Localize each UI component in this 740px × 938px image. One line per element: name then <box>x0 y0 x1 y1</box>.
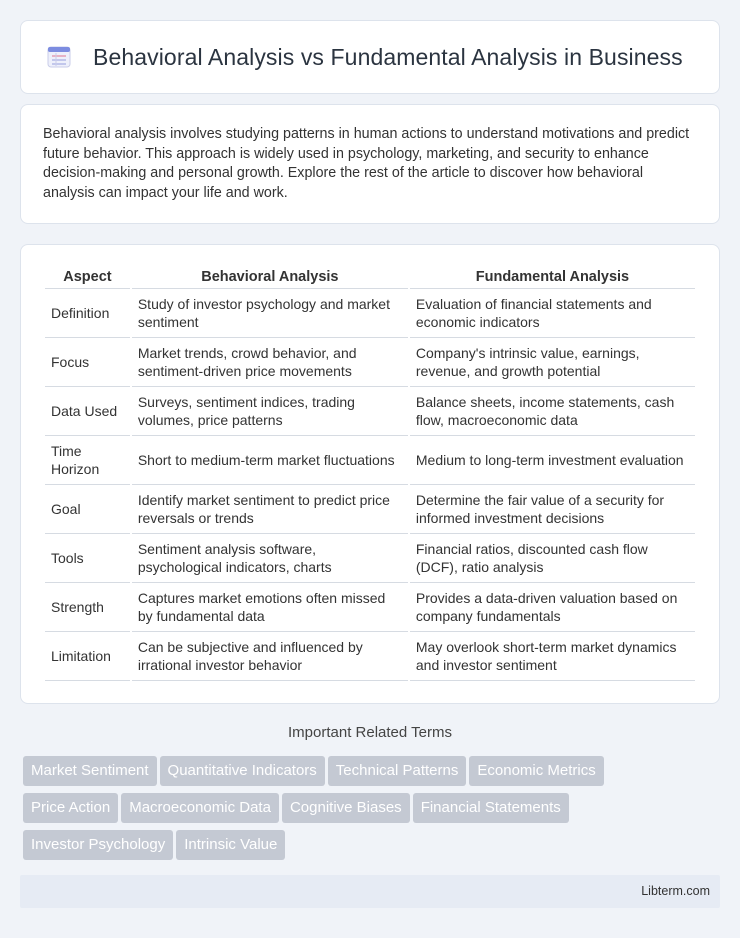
row-behavioral: Captures market emotions often missed by fundamental data <box>132 583 408 632</box>
row-behavioral: Can be subjective and influenced by irrational investor behavior <box>132 632 408 681</box>
row-fundamental: Medium to long-term investment evaluation <box>410 436 695 485</box>
row-fundamental: Evaluation of financial statements and economic indicators <box>410 289 695 338</box>
page-title: Behavioral Analysis vs Fundamental Analysis in Business <box>93 43 683 70</box>
row-behavioral: Short to medium-term market fluctuations <box>132 436 408 485</box>
related-terms-list <box>23 756 723 867</box>
related-term-tag[interactable]: Cognitive Biases <box>282 793 410 823</box>
row-aspect: Focus <box>45 338 130 387</box>
row-aspect: Goal <box>45 485 130 534</box>
related-term-tag[interactable]: Technical Patterns <box>328 756 467 786</box>
related-term-tag[interactable]: Intrinsic Value <box>176 830 285 860</box>
row-aspect: Data Used <box>45 387 130 436</box>
comparison-table <box>43 263 697 681</box>
column-header-fundamental: Fundamental Analysis <box>410 263 695 289</box>
related-term-tag[interactable]: Macroeconomic Data <box>121 793 279 823</box>
row-aspect: Time Horizon <box>45 436 130 485</box>
header-card <box>20 20 720 94</box>
row-aspect: Tools <box>45 534 130 583</box>
table-row <box>45 387 695 436</box>
related-term-tag[interactable]: Price Action <box>23 793 118 823</box>
table-row <box>45 632 695 681</box>
column-header-aspect: Aspect <box>45 263 130 289</box>
intro-text: Behavioral analysis involves studying patterns in human actions to understand motivations and predict future behavior. This approach is widely used in psychology, marketing, and security to enhance decision-making and personal growth. Explore the rest of the article to discover how behavioral analysis can impact your life and work. <box>43 126 690 201</box>
related-term-tag[interactable]: Financial Statements <box>413 793 569 823</box>
related-terms-title: Important Related Terms <box>288 724 452 741</box>
row-behavioral: Sentiment analysis software, psychological indicators, charts <box>132 534 408 583</box>
row-aspect: Definition <box>45 289 130 338</box>
row-aspect: Limitation <box>45 632 130 681</box>
row-behavioral: Surveys, sentiment indices, trading volumes, price patterns <box>132 387 408 436</box>
row-fundamental: Determine the fair value of a security for informed investment decisions <box>410 485 695 534</box>
column-header-behavioral: Behavioral Analysis <box>132 263 408 289</box>
related-term-tag[interactable]: Investor Psychology <box>23 830 173 860</box>
row-fundamental: Financial ratios, discounted cash flow (DCF), ratio analysis <box>410 534 695 583</box>
row-fundamental: Company's intrinsic value, earnings, revenue, and growth potential <box>410 338 695 387</box>
table-row <box>45 583 695 632</box>
related-term-tag[interactable]: Economic Metrics <box>469 756 603 786</box>
footer-site-link[interactable]: Libterm.com <box>641 884 710 898</box>
footer <box>20 875 720 908</box>
row-behavioral: Market trends, crowd behavior, and sentiment-driven price movements <box>132 338 408 387</box>
row-fundamental: May overlook short-term market dynamics and investor sentiment <box>410 632 695 681</box>
related-term-tag[interactable]: Quantitative Indicators <box>160 756 325 786</box>
table-header-row <box>45 263 695 289</box>
table-row <box>45 289 695 338</box>
row-fundamental: Balance sheets, income statements, cash flow, macroeconomic data <box>410 387 695 436</box>
row-behavioral: Study of investor psychology and market sentiment <box>132 289 408 338</box>
intro-card <box>20 104 720 224</box>
table-row <box>45 485 695 534</box>
row-aspect: Strength <box>45 583 130 632</box>
row-fundamental: Provides a data-driven valuation based on company fundamentals <box>410 583 695 632</box>
comparison-card <box>20 244 720 704</box>
row-behavioral: Identify market sentiment to predict price reversals or trends <box>132 485 408 534</box>
table-icon <box>45 43 73 71</box>
related-term-tag[interactable]: Market Sentiment <box>23 756 157 786</box>
table-row <box>45 436 695 485</box>
table-row <box>45 338 695 387</box>
table-row <box>45 534 695 583</box>
